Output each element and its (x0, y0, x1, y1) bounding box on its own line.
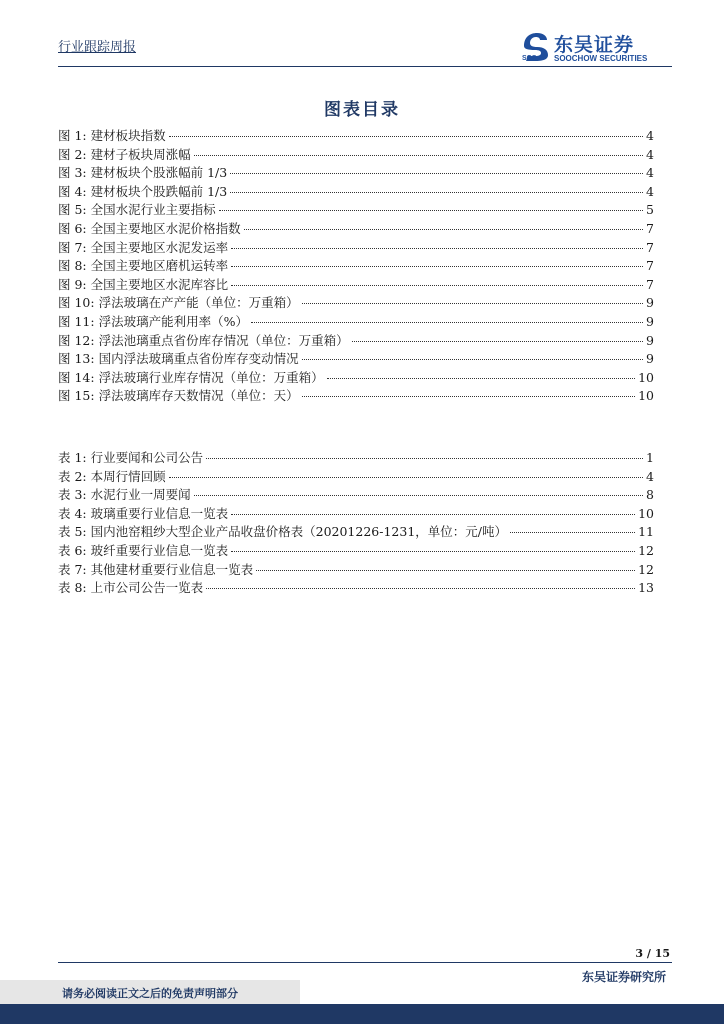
toc-figure-entry-page: 4 (646, 128, 654, 143)
toc-table-entry-page: 4 (646, 468, 654, 484)
table-list (58, 448, 654, 597)
toc-figure-entry-page: 5 (646, 202, 654, 218)
dot-leader (302, 303, 643, 304)
report-type-label: 行业跟踪周报 (58, 40, 137, 55)
toc-figure-entry-label: 图 11: 浮法玻璃产能利用率（%） (58, 313, 248, 329)
toc-table-entry-label: 表 8: 上市公司公告一览表 (58, 580, 204, 596)
dot-leader (256, 570, 635, 571)
soochow-logo (520, 30, 670, 66)
toc-title: 图表目录 (324, 100, 400, 120)
toc-figure-entry-label: 图 7: 全国主要地区水泥发运率 (58, 239, 229, 255)
toc-figure-entry-page: 7 (646, 258, 654, 274)
toc-table-entry[interactable] (58, 578, 654, 597)
toc-figure-entry-label: 图 3: 建材板块个股涨幅前 1/3 (58, 165, 228, 181)
logo-name-en: SOOCHOW SECURITIES (554, 54, 648, 63)
toc-figure-entry-label: 图 6: 全国主要地区水泥价格指数 (58, 220, 241, 236)
dot-leader (194, 495, 643, 496)
toc-table-entry[interactable] (58, 448, 654, 467)
toc-table-entry-page: 11 (638, 524, 654, 540)
dot-leader (244, 229, 643, 230)
footer-divider (58, 962, 672, 963)
dot-leader (169, 136, 643, 137)
toc-figure-entry-page: 4 (646, 183, 654, 199)
toc-table-entry[interactable] (58, 522, 654, 541)
toc-figure-entry[interactable] (58, 219, 654, 238)
toc-figure-entry[interactable] (58, 163, 654, 182)
toc-table-entry[interactable] (58, 467, 654, 486)
dot-leader (230, 173, 643, 174)
toc-table-entry[interactable] (58, 504, 654, 523)
dot-leader (219, 210, 643, 211)
toc-figure-entry-label: 图 13: 国内浮法玻璃重点省份库存变动情况 (58, 351, 299, 367)
dot-leader (302, 396, 636, 397)
toc-figure-entry[interactable] (58, 200, 654, 219)
toc-figure-entry-label: 图 15: 浮法玻璃库存天数情况（单位：天） (58, 388, 299, 404)
dot-leader (352, 341, 643, 342)
toc-table-entry[interactable] (58, 485, 654, 504)
logo-abbreviation: SCS (522, 55, 537, 62)
toc-table-entry-page: 12 (638, 561, 654, 577)
toc-figure-entry-label: 图 8: 全国主要地区磨机运转率 (58, 258, 229, 274)
dot-leader (231, 514, 635, 515)
dot-leader (231, 285, 643, 286)
toc-figure-entry-page: 9 (646, 295, 654, 311)
toc-figure-entry-page: 4 (646, 146, 654, 162)
toc-table-entry-page: 10 (638, 505, 654, 521)
toc-figure-entry[interactable] (58, 275, 654, 294)
toc-figure-entry[interactable] (58, 331, 654, 350)
toc-figure-entry-page: 10 (638, 388, 654, 404)
disclaimer-text: 请务必阅读正文之后的免责声明部分 (62, 987, 238, 1000)
dot-leader (206, 458, 643, 459)
dot-leader (510, 532, 635, 533)
toc-table-entry-label: 表 1: 行业要闻和公司公告 (58, 450, 204, 465)
toc-figure-entry-page: 9 (646, 313, 654, 329)
dot-leader (231, 551, 635, 552)
toc-table-entry[interactable] (58, 541, 654, 560)
page-number: 3 / 15 (635, 947, 670, 960)
dot-leader (231, 266, 643, 267)
toc-table-entry-page: 12 (638, 542, 654, 558)
toc-figure-entry[interactable] (58, 126, 654, 145)
toc-figure-entry[interactable] (58, 182, 654, 201)
toc-figure-entry[interactable] (58, 293, 654, 312)
toc-figure-entry[interactable] (58, 145, 654, 164)
toc-table-entry-label: 表 2: 本周行情回顾 (58, 468, 166, 484)
toc-figure-entry-label: 图 2: 建材子板块周涨幅 (58, 146, 191, 162)
toc-table-entry[interactable] (58, 560, 654, 579)
logo-name-cn: 东吴证券 (554, 34, 635, 56)
toc-figure-entry[interactable] (58, 312, 654, 331)
toc-table-entry-label: 表 5: 国内池窑粗纱大型企业产品收盘价格表（20201226-1231，单位：元/吨） (58, 524, 507, 540)
toc-figure-entry-label: 图 12: 浮法池璃重点省份库存情况（单位：万重箱） (58, 332, 349, 348)
dot-leader (169, 477, 643, 478)
header-divider (58, 66, 672, 67)
toc-figure-entry-label: 图 10: 浮法玻璃在产产能（单位：万重箱） (58, 295, 299, 311)
toc-table-entry-label: 表 7: 其他建材重要行业信息一览表 (58, 561, 254, 577)
figure-list (58, 126, 654, 405)
dot-leader (302, 359, 643, 360)
toc-figure-entry-label: 图 4: 建材板块个股跌幅前 1/3 (58, 183, 228, 199)
dot-leader (251, 322, 643, 323)
toc-figure-entry-page: 9 (646, 332, 654, 348)
toc-table-entry-page: 13 (638, 580, 654, 596)
dot-leader (206, 588, 635, 589)
toc-figure-entry-page: 4 (646, 165, 654, 181)
dot-leader (194, 155, 643, 156)
toc-figure-entry-page: 10 (638, 369, 654, 385)
toc-figure-entry-page: 9 (646, 351, 654, 367)
toc-figure-entry-label: 图 14: 浮法玻璃行业库存情况（单位：万重箱） (58, 369, 324, 385)
footer-band (0, 1004, 724, 1024)
toc-figure-entry[interactable] (58, 238, 654, 257)
toc-figure-entry-label: 图 5: 全国水泥行业主要指标 (58, 202, 216, 218)
toc-figure-entry-page: 7 (646, 276, 654, 292)
toc-figure-entry[interactable] (58, 368, 654, 387)
toc-table-entry-page: 1 (646, 450, 654, 465)
dot-leader (230, 192, 643, 193)
toc-figure-entry-page: 7 (646, 239, 654, 255)
dot-leader (327, 378, 636, 379)
toc-table-entry-label: 表 3: 水泥行业一周要闻 (58, 487, 191, 503)
toc-table-entry-label: 表 6: 玻纤重要行业信息一览表 (58, 542, 229, 558)
toc-figure-entry[interactable] (58, 386, 654, 405)
toc-figure-entry-label: 图 1: 建材板块指数 (58, 128, 166, 143)
toc-figure-entry-label: 图 9: 全国主要地区水泥库容比 (58, 276, 229, 292)
toc-figure-entry[interactable] (58, 349, 654, 368)
footer-org-name: 东吴证券研究所 (581, 970, 666, 984)
toc-figure-entry-page: 7 (646, 220, 654, 236)
dot-leader (231, 248, 643, 249)
toc-table-entry-label: 表 4: 玻璃重要行业信息一览表 (58, 505, 229, 521)
toc-figure-entry[interactable] (58, 256, 654, 275)
toc-table-entry-page: 8 (646, 487, 654, 503)
